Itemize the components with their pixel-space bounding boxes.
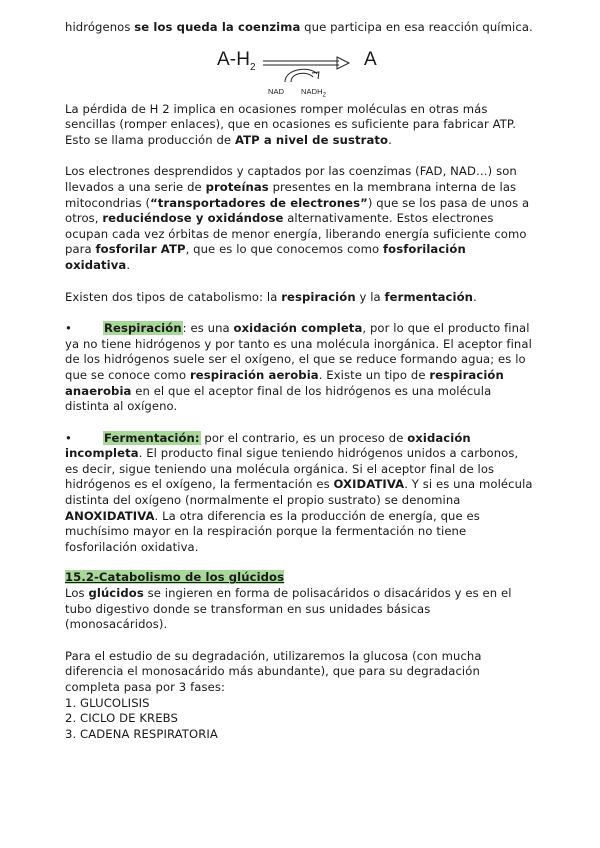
bullet-respiracion: • Respiración: es una oxidación completa, por lo que el producto final ya no tiene hidrógenos y por tanto es una molécula inorgánica. El aceptor final de los hidrógenos suele ser el oxígeno, el que se reduce formando agua; es lo que se conoce como respiración aerobia. Existe un tipo de respiración anaerobia en el que el aceptor final de los hidrógenos es una molécula distinta al oxígeno. <box>65 321 532 414</box>
term-respiracion: Respiración <box>104 321 182 336</box>
glucosa-paragraph: Para el estudio de su degradación, utilizaremos la glucosa (con mucha diferencia el monosacárido más abundante), que para su degradación completa pasa por 3 fases: <box>65 648 482 694</box>
term-fermentacion: Fermentación: <box>104 430 200 445</box>
bullet-icon: • <box>65 321 72 336</box>
nadh-label: $NADH_2$ <box>301 86 327 99</box>
text-run: que participa en esa reacción química. <box>300 20 533 34</box>
bullet-icon: • <box>65 430 72 445</box>
list-item: 3. CADENA RESPIRATORIA <box>65 726 218 741</box>
product-label: A <box>364 48 377 70</box>
reaction-arrow-icon <box>263 44 413 88</box>
electron-transport-paragraph: Los electrones desprendidos y captados por las coenzimas (FAD, NAD…) son llevados a una serie de proteínas presentes en la membrana interna de las mitocondrias (“transportadores de electrones”) que se los pasa de unos a otros, reduciéndose y oxidándose alternativamente. Estos electrones ocupan cada vez órbitas de menor energía, liberando energía suficiente como para fosforilar ATP, que es lo que conocemos como fosforilación oxidativa. <box>65 164 530 272</box>
glucidos-paragraph: Los glúcidos se ingieren en forma de polisacáridos o disacáridos y es en el tubo digestivo donde se transforman en sus unidades básicas (monosacáridos). <box>65 586 512 632</box>
atp-substrate-paragraph: La pérdida de H 2 implica en ocasiones romper moléculas en otras más sencillas (romper enlaces), que en ocasiones es suficiente para fabricar ATP. Esto se llama producción de ATP a nivel de sustrato. <box>65 101 516 147</box>
intro-paragraph <box>65 20 535 36</box>
section-heading: 15.2-Catabolismo de los glúcidos <box>65 570 285 585</box>
bold-run: se los queda la coenzima <box>134 20 301 34</box>
nad-label: NAD <box>268 86 285 96</box>
list-item: 1. GLUCOLISIS <box>65 695 150 710</box>
bullet-fermentacion: • Fermentación: por el contrario, es un proceso de oxidación incompleta. El producto final sigue teniendo hidrógenos unidos a carbonos, es decir, sigue teniendo una molécula orgánica. Si el aceptor final de los hidrógenos es el oxígeno, la fermentación es OXIDATIVA. Y si es una molécula distinta del oxígeno (normalmente el propio sustrato) se denomina ANOXIDATIVA. La otra diferencia es la producción de energía, que es muchísimo mayor en la respiración porque la fermentación no tiene fosforilación oxidativa. <box>65 430 533 554</box>
reaction-diagram <box>65 44 535 99</box>
document-body <box>65 20 535 742</box>
phases-list <box>65 696 535 743</box>
text-run: hidrógenos <box>65 20 135 34</box>
catabolism-types-paragraph: Existen dos tipos de catabolismo: la respiración y la fermentación. <box>65 289 477 304</box>
list-item: 2. CICLO DE KREBS <box>65 711 178 726</box>
reactant-label: $A-H_2$ <box>217 48 256 73</box>
